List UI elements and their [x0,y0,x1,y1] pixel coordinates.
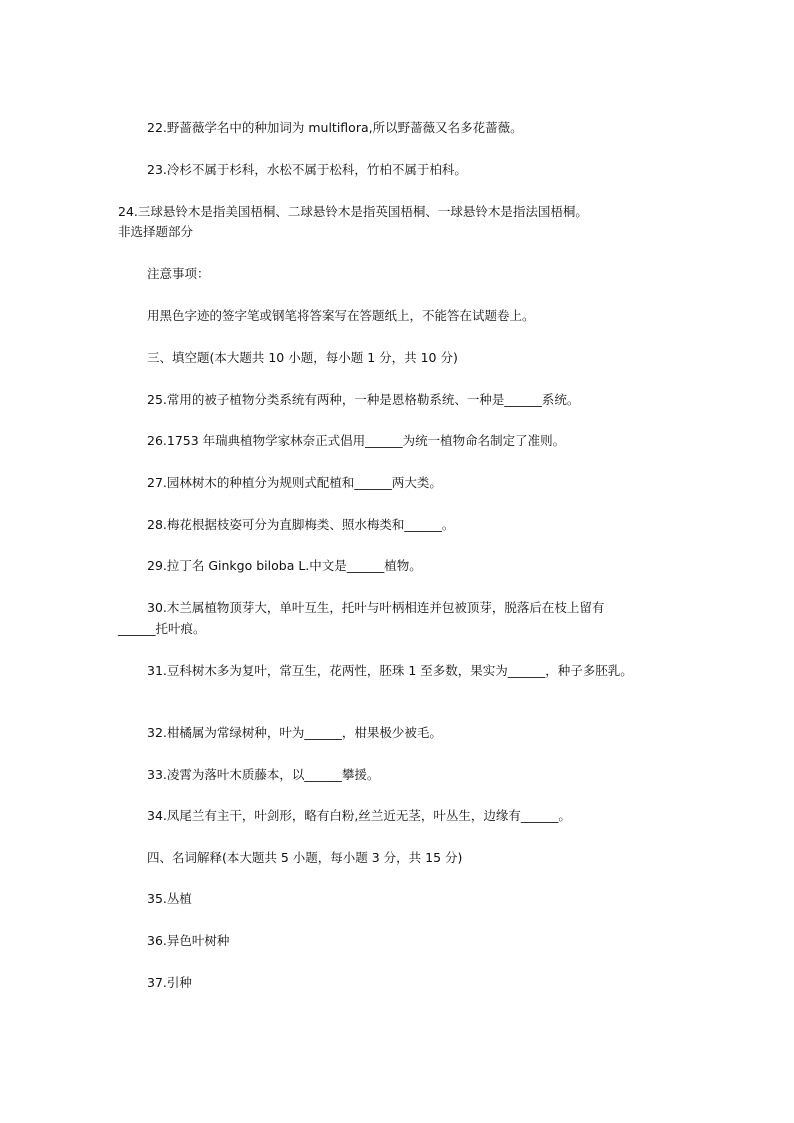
question-25: 25.常用的被子植物分类系统有两种，一种是恩格勒系统、一种是______系统。 [147,392,580,407]
question-34: 34.凤尾兰有主干，叶剑形，略有白粉,丝兰近无茎，叶丛生，边缘有______。 [147,808,571,823]
question-32: 32.柑橘属为常绿树种，叶为______，柑果极少被毛。 [147,725,442,740]
line-23: 23.冷杉不属于杉科，水松不属于松科，竹柏不属于柏科。 [147,162,467,177]
notice-text: 用黑色字迹的签字笔或钢笔将答案写在答题纸上，不能答在试题卷上。 [147,308,535,323]
question-27: 27.园林树木的种植分为规则式配植和______两大类。 [147,475,442,490]
section-title-definitions: 四、名词解释(本大题共 5 小题，每小题 3 分，共 15 分) [147,850,463,865]
question-26: 26.1753 年瑞典植物学家林奈正式倡用______为统一植物命名制定了准则。 [147,433,566,448]
line-22: 22.野蔷薇学名中的种加词为 multiflora,所以野蔷薇又名多花蔷薇。 [147,120,523,135]
question-35: 35.丛植 [147,891,192,906]
question-30: 30.木兰属植物顶芽大，单叶互生，托叶与叶柄相连并包被顶芽，脱落后在枝上留有 [147,600,605,615]
notice-heading: 注意事项： [147,266,210,281]
question-33: 33.凌霄为落叶木质藤本，以______攀援。 [147,767,380,782]
question-30-continued: ______托叶痕。 [118,621,206,636]
section-title-fill-blank: 三、填空题(本大题共 10 小题，每小题 1 分，共 10 分) [147,350,458,365]
question-31: 31.豆科树木多为复叶，常互生，花两性，胚珠 1 至多数，果实为______，种子多胚乳。 [147,663,633,678]
question-37: 37.引种 [147,975,192,990]
line-24: 24.三球悬铃木是指美国梧桐、二球悬铃木是指英国梧桐、一球悬铃木是指法国梧桐。 [118,204,588,219]
question-28: 28.梅花根据枝姿可分为直脚梅类、照水梅类和______。 [147,517,455,532]
question-36: 36.异色叶树种 [147,933,230,948]
section-title-non-choice: 非选择题部分 [118,224,194,239]
question-29: 29.拉丁名 Ginkgo biloba L.中文是______植物。 [147,558,422,573]
